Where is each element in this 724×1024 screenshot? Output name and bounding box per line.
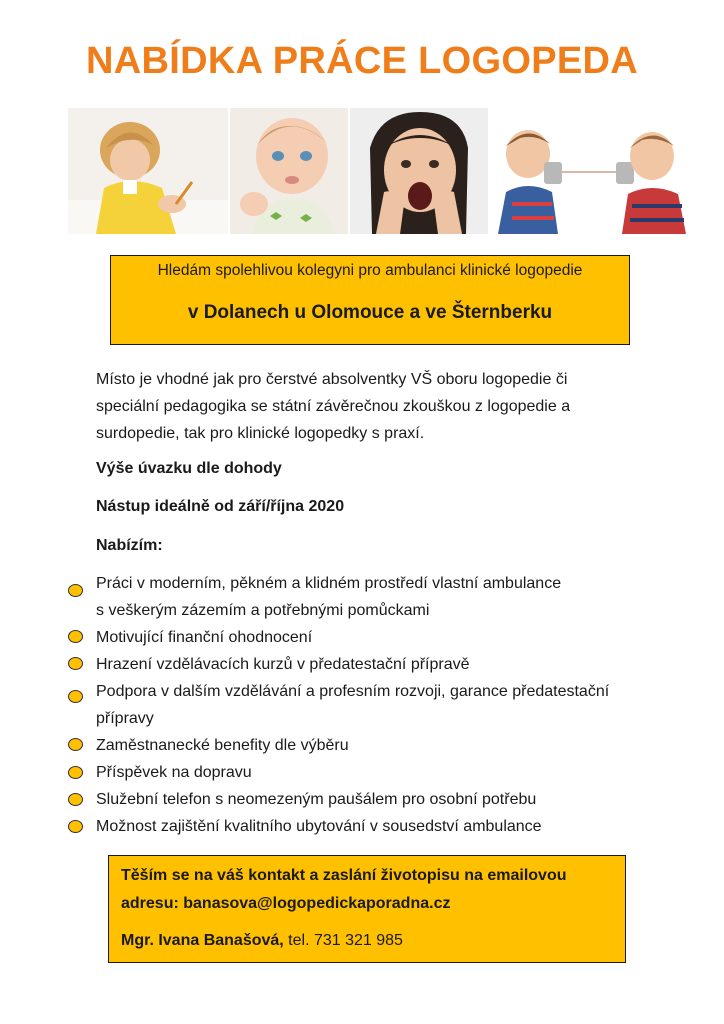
contact-line: Těším se na váš kontakt a zaslání životopisu na emailovou bbox=[121, 867, 567, 884]
bullet-icon bbox=[68, 793, 83, 806]
intro-box bbox=[110, 255, 630, 345]
bullet-icon bbox=[68, 690, 83, 703]
contact-signature bbox=[121, 932, 403, 950]
bullet-icon bbox=[68, 584, 83, 597]
contact-invitation bbox=[121, 862, 621, 918]
contact-email-line: adresu: banasova@logopedickaporadna.cz bbox=[121, 895, 451, 912]
list-item: Hrazení vzdělávacích kurzů v předatestační přípravě bbox=[96, 656, 470, 673]
bullet-icon bbox=[68, 820, 83, 833]
contact-box bbox=[108, 855, 626, 963]
list-item: Možnost zajištění kvalitního ubytování v sousedství ambulance bbox=[96, 818, 542, 835]
workload-line: Výše úvazku dle dohody bbox=[96, 460, 282, 477]
photo-strip bbox=[68, 108, 690, 234]
paragraph-line: speciální pedagogika se státní závěrečnou zkouškou z logopedie a bbox=[96, 398, 571, 415]
boys-tin-can-phone-icon bbox=[492, 108, 690, 234]
list-item: Příspěvek na dopravu bbox=[96, 764, 252, 781]
girl-drawing-icon bbox=[68, 108, 228, 234]
contact-phone: tel. 731 321 985 bbox=[283, 932, 403, 949]
intro-text: Hledám spolehlivou kolegyni pro ambulanci klinické logopedie bbox=[157, 262, 583, 279]
girl-shouting-icon bbox=[350, 108, 488, 234]
contact-name: Mgr. Ivana Banašová, bbox=[121, 932, 284, 949]
description-paragraph bbox=[96, 366, 676, 447]
list-item-line: přípravy bbox=[96, 710, 154, 727]
list-item bbox=[96, 570, 686, 624]
page-title: NABÍDKA PRÁCE LOGOPEDA bbox=[86, 40, 638, 82]
offer-heading: Nabízím: bbox=[96, 537, 163, 554]
bullet-icon bbox=[68, 766, 83, 779]
bullet-icon bbox=[68, 657, 83, 670]
list-item-line: Práci v moderním, pěkném a klidném prostředí vlastní ambulance bbox=[96, 575, 562, 592]
bullet-icon bbox=[68, 630, 83, 643]
list-item: Zaměstnanecké benefity dle výběru bbox=[96, 737, 349, 754]
toddler-pointing-icon bbox=[230, 108, 348, 234]
list-item bbox=[96, 678, 686, 732]
paragraph-line: surdopedie, tak pro klinické logopedky s praxí. bbox=[96, 425, 425, 442]
location-text: v Dolanech u Olomouce a ve Šternberku bbox=[187, 302, 553, 323]
list-item-line: s veškerým zázemím a potřebnými pomůckami bbox=[96, 602, 430, 619]
list-item: Motivující finanční ohodnocení bbox=[96, 629, 313, 646]
bullet-icon bbox=[68, 738, 83, 751]
start-date-line: Nástup ideálně od září/října 2020 bbox=[96, 498, 345, 515]
list-item: Služební telefon s neomezeným paušálem pro osobní potřebu bbox=[96, 791, 537, 808]
list-item-line: Podpora v dalším vzdělávání a profesním rozvoji, garance předatestační bbox=[96, 683, 610, 700]
paragraph-line: Místo je vhodné jak pro čerstvé absolventky VŠ oboru logopedie či bbox=[96, 371, 568, 388]
